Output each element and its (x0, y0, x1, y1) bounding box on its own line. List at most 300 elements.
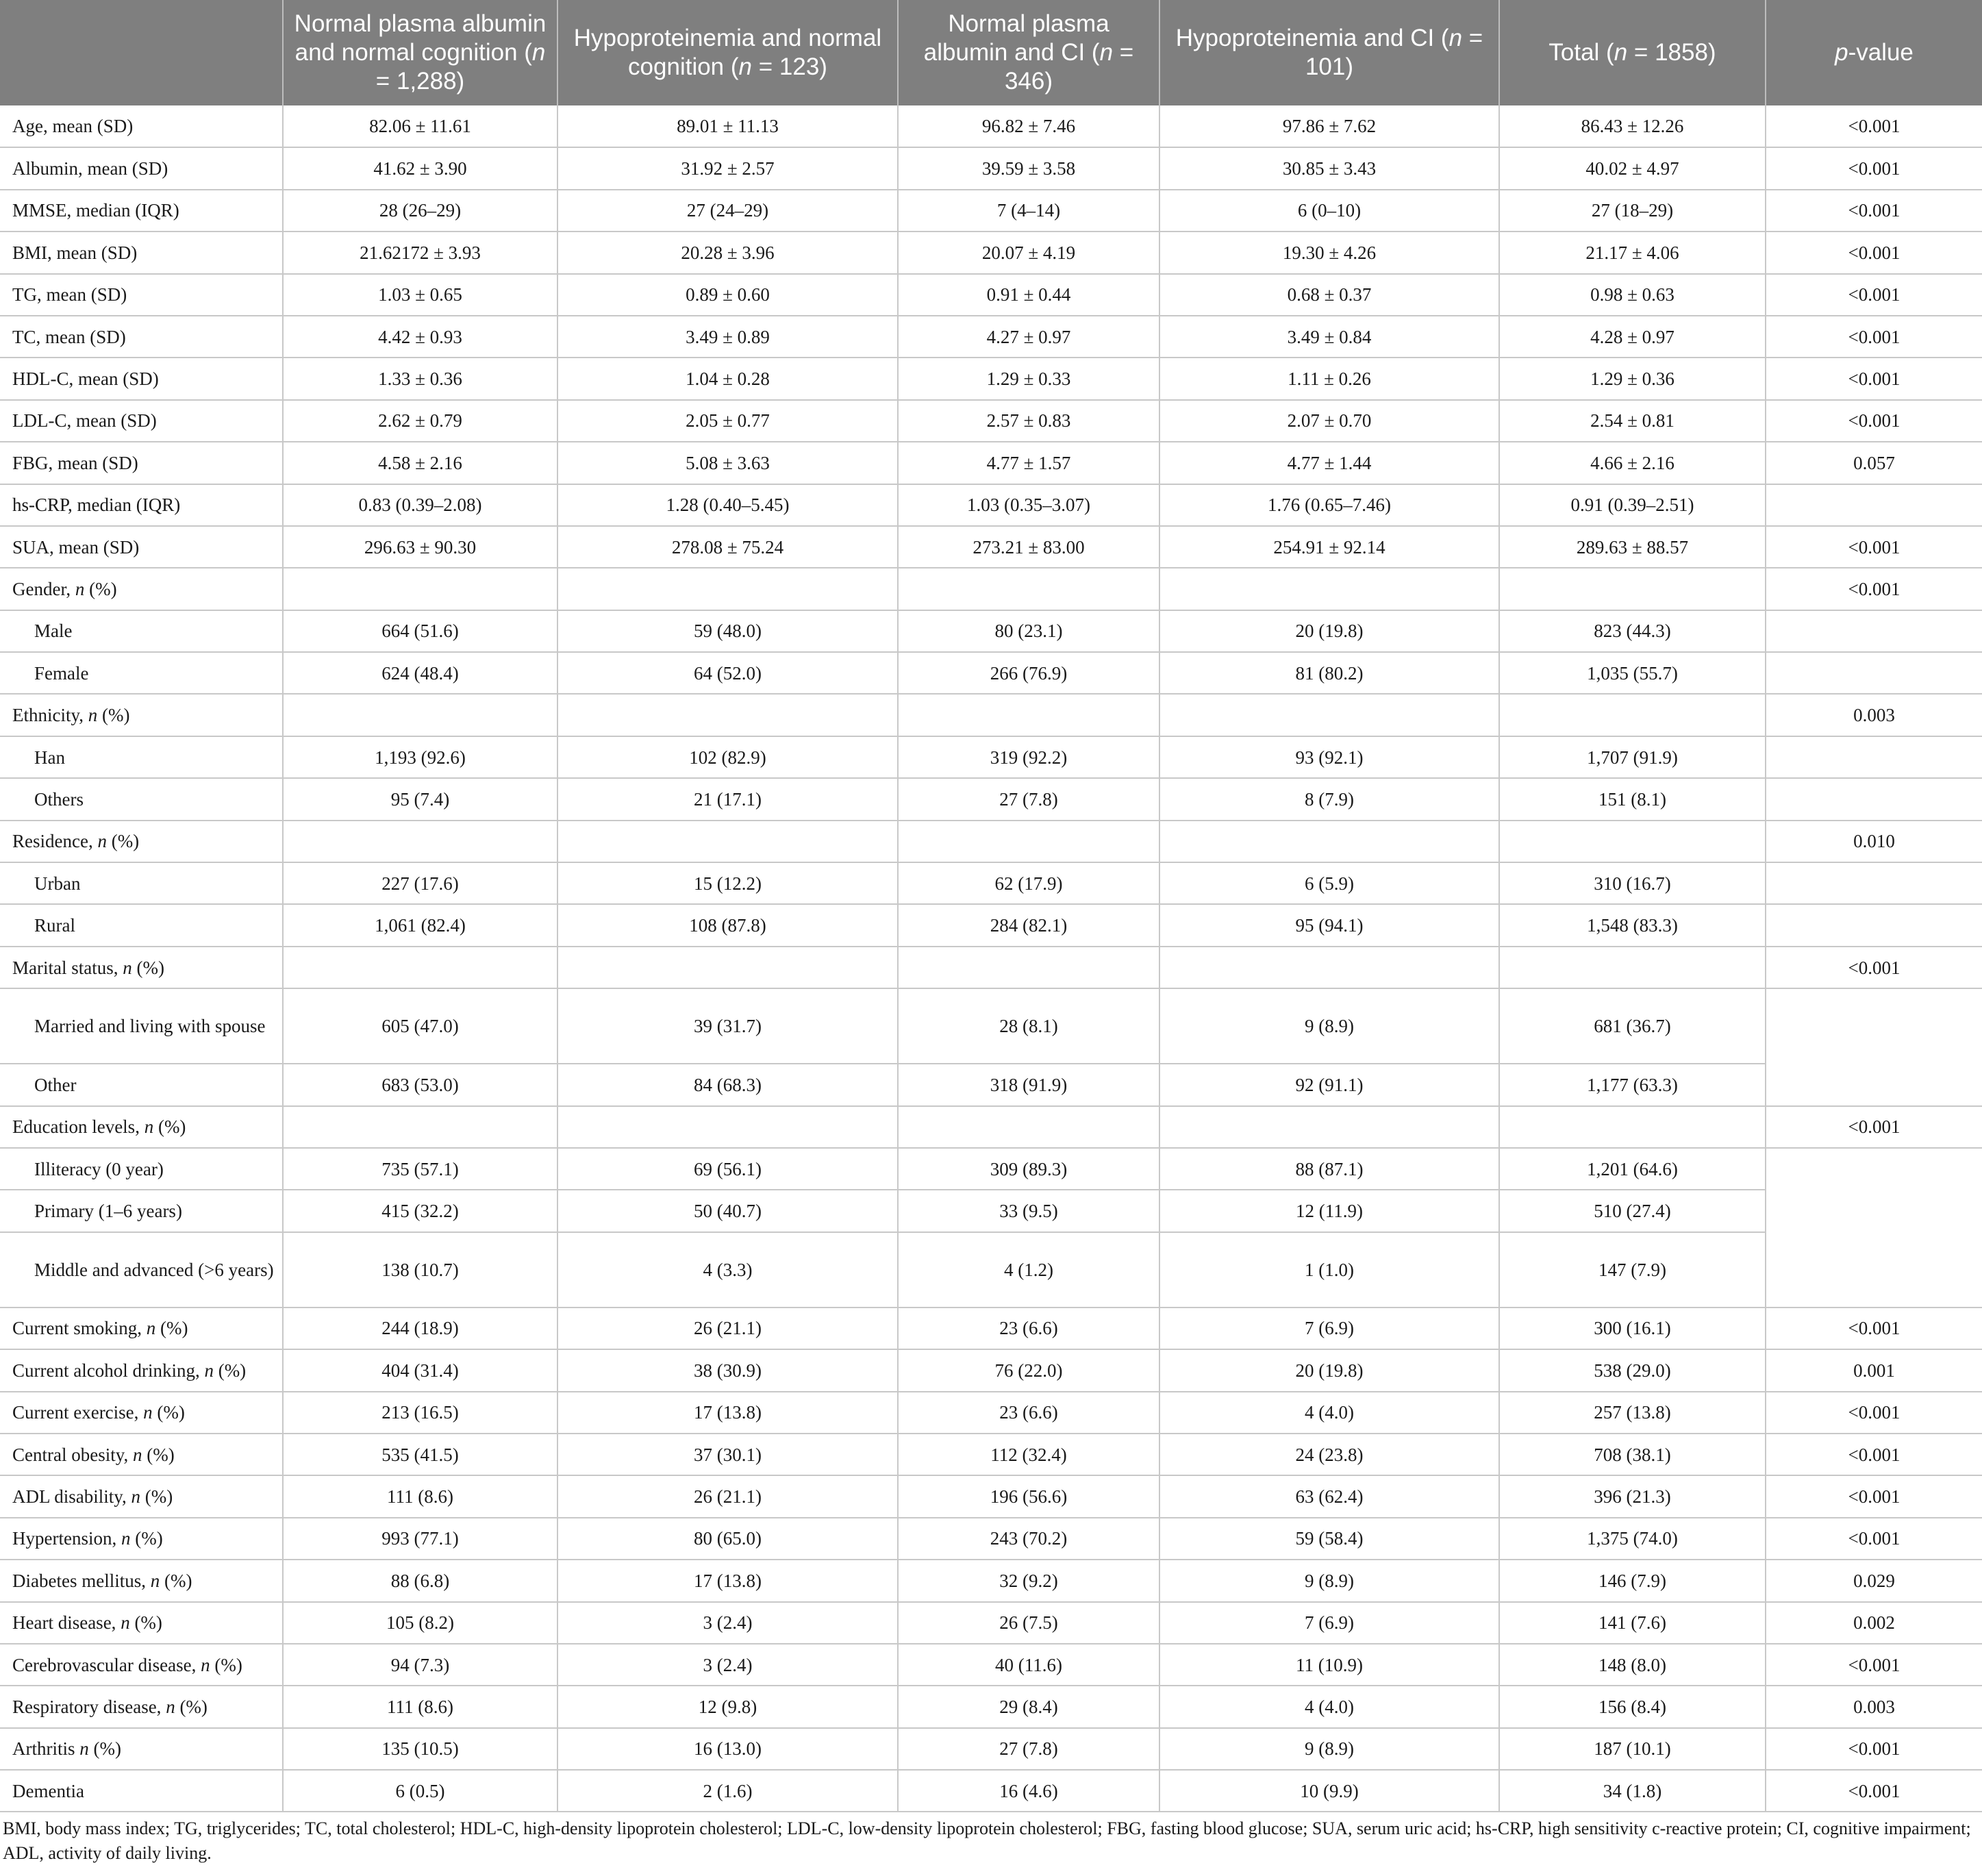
cell-normal-albumin-normal-cognition: 135 (10.5) (283, 1728, 557, 1770)
cell-hypoproteinemia-ci: 6 (0–10) (1159, 190, 1499, 232)
cell-p-value (1766, 778, 1982, 820)
table-row (0, 1644, 1982, 1686)
cell-hypoproteinemia-ci: 24 (23.8) (1159, 1434, 1499, 1475)
cell-normal-albumin-ci: 319 (92.2) (898, 736, 1159, 778)
cell-hypoproteinemia-normal-cognition: 50 (40.7) (557, 1190, 898, 1231)
cell-hypoproteinemia-normal-cognition: 27 (24–29) (557, 190, 898, 232)
row-label: Education levels, n (%) (0, 1106, 283, 1148)
cell-hypoproteinemia-ci: 93 (92.1) (1159, 736, 1499, 778)
cell-normal-albumin-normal-cognition (283, 947, 557, 988)
cell-hypoproteinemia-normal-cognition: 89.01 ± 11.13 (557, 105, 898, 147)
header-variable (0, 0, 283, 105)
cell-hypoproteinemia-normal-cognition: 84 (68.3) (557, 1064, 898, 1105)
row-sublabel: Rural (0, 904, 283, 946)
cell-normal-albumin-ci (898, 568, 1159, 610)
cell-hypoproteinemia-ci: 20 (19.8) (1159, 1349, 1499, 1391)
cell-hypoproteinemia-ci (1159, 947, 1499, 988)
cell-p-value: <0.001 (1766, 316, 1982, 358)
table-row (0, 400, 1982, 442)
cell-normal-albumin-normal-cognition: 735 (57.1) (283, 1148, 557, 1190)
cell-normal-albumin-normal-cognition (283, 821, 557, 862)
cell-normal-albumin-normal-cognition: 1,061 (82.4) (283, 904, 557, 946)
cell-p-value (1766, 610, 1982, 652)
cell-p-value: <0.001 (1766, 190, 1982, 232)
cell-hypoproteinemia-ci: 9 (8.9) (1159, 1560, 1499, 1601)
row-label: Heart disease, n (%) (0, 1602, 283, 1644)
table-row (0, 1064, 1982, 1105)
cell-normal-albumin-ci: 80 (23.1) (898, 610, 1159, 652)
table-row (0, 1392, 1982, 1434)
cell-normal-albumin-ci: 7 (4–14) (898, 190, 1159, 232)
table-row (0, 1560, 1982, 1601)
cell-p-value: <0.001 (1766, 526, 1982, 568)
cell-hypoproteinemia-normal-cognition: 0.89 ± 0.60 (557, 274, 898, 316)
cell-normal-albumin-ci: 32 (9.2) (898, 1560, 1159, 1601)
cell-total: 34 (1.8) (1499, 1770, 1766, 1812)
cell-total: 708 (38.1) (1499, 1434, 1766, 1475)
cell-hypoproteinemia-ci: 11 (10.9) (1159, 1644, 1499, 1686)
row-label: Hypertension, n (%) (0, 1518, 283, 1560)
cell-normal-albumin-ci: 28 (8.1) (898, 988, 1159, 1064)
table-row (0, 316, 1982, 358)
cell-p-value: <0.001 (1766, 1106, 1982, 1148)
cell-total: 21.17 ± 4.06 (1499, 232, 1766, 273)
cell-normal-albumin-normal-cognition: 2.62 ± 0.79 (283, 400, 557, 442)
cell-p-value: 0.003 (1766, 694, 1982, 736)
row-label: ADL disability, n (%) (0, 1475, 283, 1517)
cell-total: 0.91 (0.39–2.51) (1499, 484, 1766, 526)
row-label: Diabetes mellitus, n (%) (0, 1560, 283, 1601)
cell-total: 1,035 (55.7) (1499, 652, 1766, 694)
cell-normal-albumin-ci: 318 (91.9) (898, 1064, 1159, 1105)
cell-total (1499, 947, 1766, 988)
cell-total (1499, 694, 1766, 736)
cell-hypoproteinemia-ci: 95 (94.1) (1159, 904, 1499, 946)
table-row (0, 694, 1982, 736)
table-row (0, 105, 1982, 147)
cell-total: 823 (44.3) (1499, 610, 1766, 652)
cell-hypoproteinemia-ci: 30.85 ± 3.43 (1159, 147, 1499, 189)
cell-hypoproteinemia-ci: 9 (8.9) (1159, 988, 1499, 1064)
cell-p-value: 0.001 (1766, 1349, 1982, 1391)
header-normal-albumin-ci: Normal plasma albumin and CI (n = 346) (898, 0, 1159, 105)
row-label: Cerebrovascular disease, n (%) (0, 1644, 283, 1686)
cell-hypoproteinemia-ci: 1.11 ± 0.26 (1159, 358, 1499, 399)
cell-hypoproteinemia-normal-cognition: 5.08 ± 3.63 (557, 442, 898, 484)
cell-hypoproteinemia-normal-cognition: 21 (17.1) (557, 778, 898, 820)
cell-normal-albumin-normal-cognition: 21.62172 ± 3.93 (283, 232, 557, 273)
table-row (0, 862, 1982, 904)
cell-hypoproteinemia-normal-cognition: 38 (30.9) (557, 1349, 898, 1391)
cell-normal-albumin-ci: 62 (17.9) (898, 862, 1159, 904)
cell-hypoproteinemia-ci: 81 (80.2) (1159, 652, 1499, 694)
cell-total: 300 (16.1) (1499, 1308, 1766, 1349)
table-row (0, 190, 1982, 232)
header-total: Total (n = 1858) (1499, 0, 1766, 105)
cell-p-value: <0.001 (1766, 1475, 1982, 1517)
cell-hypoproteinemia-ci (1159, 1106, 1499, 1148)
cell-hypoproteinemia-ci: 7 (6.9) (1159, 1602, 1499, 1644)
table-row (0, 568, 1982, 610)
cell-normal-albumin-normal-cognition: 213 (16.5) (283, 1392, 557, 1434)
cell-normal-albumin-normal-cognition: 1.33 ± 0.36 (283, 358, 557, 399)
cell-hypoproteinemia-normal-cognition: 16 (13.0) (557, 1728, 898, 1770)
cell-normal-albumin-ci: 40 (11.6) (898, 1644, 1159, 1686)
cell-normal-albumin-normal-cognition: 1,193 (92.6) (283, 736, 557, 778)
cell-normal-albumin-normal-cognition: 4.42 ± 0.93 (283, 316, 557, 358)
cell-hypoproteinemia-ci: 9 (8.9) (1159, 1728, 1499, 1770)
cell-total (1499, 821, 1766, 862)
row-sublabel: Married and living with spouse (0, 988, 283, 1064)
cell-hypoproteinemia-ci: 63 (62.4) (1159, 1475, 1499, 1517)
cell-total: 1.29 ± 0.36 (1499, 358, 1766, 399)
table-row (0, 147, 1982, 189)
cell-normal-albumin-ci (898, 821, 1159, 862)
cell-p-value: <0.001 (1766, 1392, 1982, 1434)
cell-hypoproteinemia-ci: 1 (1.0) (1159, 1232, 1499, 1308)
cell-total: 151 (8.1) (1499, 778, 1766, 820)
cell-total (1499, 568, 1766, 610)
cell-total: 396 (21.3) (1499, 1475, 1766, 1517)
cell-normal-albumin-ci: 29 (8.4) (898, 1686, 1159, 1727)
row-sublabel: Illiteracy (0 year) (0, 1148, 283, 1190)
cell-total: 1,548 (83.3) (1499, 904, 1766, 946)
cell-hypoproteinemia-normal-cognition (557, 1106, 898, 1148)
cell-hypoproteinemia-normal-cognition: 26 (21.1) (557, 1308, 898, 1349)
cell-hypoproteinemia-ci: 2.07 ± 0.70 (1159, 400, 1499, 442)
cell-normal-albumin-normal-cognition: 605 (47.0) (283, 988, 557, 1064)
row-sublabel: Male (0, 610, 283, 652)
cell-normal-albumin-normal-cognition: 28 (26–29) (283, 190, 557, 232)
cell-hypoproteinemia-ci (1159, 821, 1499, 862)
cell-p-value (1766, 988, 1982, 1064)
cell-hypoproteinemia-normal-cognition: 37 (30.1) (557, 1434, 898, 1475)
cell-hypoproteinemia-ci: 4.77 ± 1.44 (1159, 442, 1499, 484)
cell-normal-albumin-normal-cognition (283, 568, 557, 610)
cell-normal-albumin-normal-cognition: 404 (31.4) (283, 1349, 557, 1391)
cell-p-value: <0.001 (1766, 947, 1982, 988)
cell-hypoproteinemia-ci: 59 (58.4) (1159, 1518, 1499, 1560)
table-row (0, 232, 1982, 273)
row-sublabel: Others (0, 778, 283, 820)
cell-p-value: <0.001 (1766, 1434, 1982, 1475)
cell-p-value: 0.002 (1766, 1602, 1982, 1644)
table-row (0, 1728, 1982, 1770)
cell-hypoproteinemia-ci: 1.76 (0.65–7.46) (1159, 484, 1499, 526)
row-label: SUA, mean (SD) (0, 526, 283, 568)
cell-normal-albumin-ci: 1.29 ± 0.33 (898, 358, 1159, 399)
cell-p-value: <0.001 (1766, 105, 1982, 147)
row-sublabel: Middle and advanced (>6 years) (0, 1232, 283, 1308)
cell-total: 4.28 ± 0.97 (1499, 316, 1766, 358)
cell-hypoproteinemia-normal-cognition: 80 (65.0) (557, 1518, 898, 1560)
cell-normal-albumin-ci: 273.21 ± 83.00 (898, 526, 1159, 568)
cell-total: 187 (10.1) (1499, 1728, 1766, 1770)
cell-p-value: 0.003 (1766, 1686, 1982, 1727)
cell-normal-albumin-normal-cognition: 296.63 ± 90.30 (283, 526, 557, 568)
row-sublabel: Han (0, 736, 283, 778)
cell-hypoproteinemia-normal-cognition: 20.28 ± 3.96 (557, 232, 898, 273)
table-row (0, 1602, 1982, 1644)
cell-hypoproteinemia-ci: 0.68 ± 0.37 (1159, 274, 1499, 316)
cell-hypoproteinemia-normal-cognition (557, 568, 898, 610)
header-normal-albumin-normal-cognition: Normal plasma albumin and normal cognition (n = 1,288) (283, 0, 557, 105)
cell-total: 146 (7.9) (1499, 1560, 1766, 1601)
cell-p-value: <0.001 (1766, 568, 1982, 610)
row-label: Dementia (0, 1770, 283, 1812)
table-row (0, 652, 1982, 694)
cell-normal-albumin-normal-cognition: 88 (6.8) (283, 1560, 557, 1601)
cell-p-value (1766, 736, 1982, 778)
row-label: MMSE, median (IQR) (0, 190, 283, 232)
row-label: Arthritis n (%) (0, 1728, 283, 1770)
cell-hypoproteinemia-ci: 4 (4.0) (1159, 1392, 1499, 1434)
cell-total: 0.98 ± 0.63 (1499, 274, 1766, 316)
row-sublabel: Female (0, 652, 283, 694)
row-label: hs-CRP, median (IQR) (0, 484, 283, 526)
row-label: Ethnicity, n (%) (0, 694, 283, 736)
cell-hypoproteinemia-normal-cognition (557, 947, 898, 988)
table-row (0, 1106, 1982, 1148)
cell-normal-albumin-ci: 20.07 ± 4.19 (898, 232, 1159, 273)
cell-hypoproteinemia-normal-cognition: 39 (31.7) (557, 988, 898, 1064)
cell-normal-albumin-normal-cognition: 6 (0.5) (283, 1770, 557, 1812)
cell-p-value: <0.001 (1766, 358, 1982, 399)
cell-normal-albumin-normal-cognition: 535 (41.5) (283, 1434, 557, 1475)
cell-normal-albumin-ci: 23 (6.6) (898, 1308, 1159, 1349)
table-row (0, 1434, 1982, 1475)
cell-p-value: 0.029 (1766, 1560, 1982, 1601)
cell-normal-albumin-ci: 4 (1.2) (898, 1232, 1159, 1308)
table-row (0, 778, 1982, 820)
cell-hypoproteinemia-normal-cognition: 3 (2.4) (557, 1644, 898, 1686)
cell-p-value (1766, 862, 1982, 904)
cell-hypoproteinemia-ci: 6 (5.9) (1159, 862, 1499, 904)
table-row (0, 442, 1982, 484)
row-label: LDL-C, mean (SD) (0, 400, 283, 442)
table-row (0, 1475, 1982, 1517)
cell-normal-albumin-normal-cognition: 0.83 (0.39–2.08) (283, 484, 557, 526)
cell-normal-albumin-normal-cognition: 415 (32.2) (283, 1190, 557, 1231)
cell-hypoproteinemia-normal-cognition: 2 (1.6) (557, 1770, 898, 1812)
row-label: Residence, n (%) (0, 821, 283, 862)
cell-normal-albumin-normal-cognition: 111 (8.6) (283, 1686, 557, 1727)
table-row (0, 358, 1982, 399)
cell-normal-albumin-ci: 23 (6.6) (898, 1392, 1159, 1434)
table-row (0, 274, 1982, 316)
cell-normal-albumin-normal-cognition: 683 (53.0) (283, 1064, 557, 1105)
table-row (0, 736, 1982, 778)
cell-normal-albumin-ci: 309 (89.3) (898, 1148, 1159, 1190)
cell-total: 40.02 ± 4.97 (1499, 147, 1766, 189)
cell-normal-albumin-ci: 27 (7.8) (898, 1728, 1159, 1770)
cell-total: 310 (16.7) (1499, 862, 1766, 904)
cell-normal-albumin-normal-cognition (283, 1106, 557, 1148)
cell-normal-albumin-ci: 4.27 ± 0.97 (898, 316, 1159, 358)
cell-p-value (1766, 1232, 1982, 1308)
row-label: Current exercise, n (%) (0, 1392, 283, 1434)
row-sublabel: Urban (0, 862, 283, 904)
cell-hypoproteinemia-normal-cognition: 12 (9.8) (557, 1686, 898, 1727)
cell-p-value (1766, 652, 1982, 694)
cell-hypoproteinemia-normal-cognition: 17 (13.8) (557, 1560, 898, 1601)
cell-total: 1,201 (64.6) (1499, 1148, 1766, 1190)
cell-total: 148 (8.0) (1499, 1644, 1766, 1686)
cell-normal-albumin-normal-cognition: 1.03 ± 0.65 (283, 274, 557, 316)
cell-hypoproteinemia-normal-cognition: 4 (3.3) (557, 1232, 898, 1308)
cell-normal-albumin-ci: 76 (22.0) (898, 1349, 1159, 1391)
cell-normal-albumin-normal-cognition: 105 (8.2) (283, 1602, 557, 1644)
cell-p-value: <0.001 (1766, 1728, 1982, 1770)
table-row (0, 904, 1982, 946)
cell-hypoproteinemia-ci: 19.30 ± 4.26 (1159, 232, 1499, 273)
row-label: FBG, mean (SD) (0, 442, 283, 484)
cell-p-value (1766, 1064, 1982, 1105)
table-row (0, 1770, 1982, 1812)
cell-total: 27 (18–29) (1499, 190, 1766, 232)
header-hypoproteinemia-normal-cognition: Hypoproteinemia and normal cognition (n = 123) (557, 0, 898, 105)
cell-hypoproteinemia-normal-cognition: 3 (2.4) (557, 1602, 898, 1644)
cell-hypoproteinemia-ci: 20 (19.8) (1159, 610, 1499, 652)
cell-p-value (1766, 1148, 1982, 1190)
row-label: Marital status, n (%) (0, 947, 283, 988)
row-label: Age, mean (SD) (0, 105, 283, 147)
cell-hypoproteinemia-normal-cognition: 31.92 ± 2.57 (557, 147, 898, 189)
cell-normal-albumin-ci: 112 (32.4) (898, 1434, 1159, 1475)
row-label: Central obesity, n (%) (0, 1434, 283, 1475)
cell-normal-albumin-normal-cognition: 41.62 ± 3.90 (283, 147, 557, 189)
cell-total: 1,707 (91.9) (1499, 736, 1766, 778)
cell-hypoproteinemia-ci: 88 (87.1) (1159, 1148, 1499, 1190)
table-row (0, 1686, 1982, 1727)
cell-normal-albumin-ci: 284 (82.1) (898, 904, 1159, 946)
table-row (0, 526, 1982, 568)
table-body (0, 105, 1982, 1812)
row-label: Respiratory disease, n (%) (0, 1686, 283, 1727)
cell-p-value: <0.001 (1766, 1308, 1982, 1349)
cell-p-value: <0.001 (1766, 1644, 1982, 1686)
table-row (0, 988, 1982, 1064)
table-row (0, 1148, 1982, 1190)
cell-hypoproteinemia-normal-cognition: 64 (52.0) (557, 652, 898, 694)
cell-hypoproteinemia-ci: 3.49 ± 0.84 (1159, 316, 1499, 358)
table-row (0, 821, 1982, 862)
cell-total: 1,375 (74.0) (1499, 1518, 1766, 1560)
row-sublabel: Other (0, 1064, 283, 1105)
cell-normal-albumin-ci: 96.82 ± 7.46 (898, 105, 1159, 147)
cell-normal-albumin-normal-cognition: 138 (10.7) (283, 1232, 557, 1308)
cell-hypoproteinemia-ci: 97.86 ± 7.62 (1159, 105, 1499, 147)
cell-total: 86.43 ± 12.26 (1499, 105, 1766, 147)
cell-p-value (1766, 1190, 1982, 1231)
cell-normal-albumin-ci: 16 (4.6) (898, 1770, 1159, 1812)
row-label: HDL-C, mean (SD) (0, 358, 283, 399)
table-row (0, 484, 1982, 526)
cell-hypoproteinemia-normal-cognition: 26 (21.1) (557, 1475, 898, 1517)
cell-normal-albumin-ci: 27 (7.8) (898, 778, 1159, 820)
cell-hypoproteinemia-normal-cognition: 17 (13.8) (557, 1392, 898, 1434)
cell-p-value: 0.057 (1766, 442, 1982, 484)
cell-p-value: 0.010 (1766, 821, 1982, 862)
cell-hypoproteinemia-ci: 8 (7.9) (1159, 778, 1499, 820)
cell-total: 257 (13.8) (1499, 1392, 1766, 1434)
cell-hypoproteinemia-ci (1159, 568, 1499, 610)
table-row (0, 610, 1982, 652)
cell-normal-albumin-normal-cognition: 244 (18.9) (283, 1308, 557, 1349)
cell-hypoproteinemia-ci: 10 (9.9) (1159, 1770, 1499, 1812)
cell-p-value (1766, 484, 1982, 526)
cell-normal-albumin-normal-cognition: 227 (17.6) (283, 862, 557, 904)
cell-total: 4.66 ± 2.16 (1499, 442, 1766, 484)
table-row (0, 947, 1982, 988)
cell-hypoproteinemia-normal-cognition: 278.08 ± 75.24 (557, 526, 898, 568)
cell-hypoproteinemia-normal-cognition: 15 (12.2) (557, 862, 898, 904)
cell-p-value: <0.001 (1766, 232, 1982, 273)
cell-normal-albumin-ci: 196 (56.6) (898, 1475, 1159, 1517)
cell-normal-albumin-ci: 1.03 (0.35–3.07) (898, 484, 1159, 526)
cell-normal-albumin-ci: 0.91 ± 0.44 (898, 274, 1159, 316)
cell-normal-albumin-ci: 4.77 ± 1.57 (898, 442, 1159, 484)
row-label: BMI, mean (SD) (0, 232, 283, 273)
cell-total (1499, 1106, 1766, 1148)
cell-total: 510 (27.4) (1499, 1190, 1766, 1231)
cell-total: 538 (29.0) (1499, 1349, 1766, 1391)
cell-normal-albumin-normal-cognition: 111 (8.6) (283, 1475, 557, 1517)
header-row (0, 0, 1982, 105)
row-label: TC, mean (SD) (0, 316, 283, 358)
cell-hypoproteinemia-ci: 7 (6.9) (1159, 1308, 1499, 1349)
cell-normal-albumin-normal-cognition: 82.06 ± 11.61 (283, 105, 557, 147)
cell-normal-albumin-ci: 2.57 ± 0.83 (898, 400, 1159, 442)
cell-p-value: <0.001 (1766, 1518, 1982, 1560)
table-row (0, 1190, 1982, 1231)
cell-hypoproteinemia-normal-cognition: 69 (56.1) (557, 1148, 898, 1190)
cell-normal-albumin-normal-cognition: 94 (7.3) (283, 1644, 557, 1686)
cell-normal-albumin-ci: 26 (7.5) (898, 1602, 1159, 1644)
row-label: Current smoking, n (%) (0, 1308, 283, 1349)
row-label: Albumin, mean (SD) (0, 147, 283, 189)
cell-total: 156 (8.4) (1499, 1686, 1766, 1727)
row-sublabel: Primary (1–6 years) (0, 1190, 283, 1231)
table-row (0, 1232, 1982, 1308)
cell-hypoproteinemia-normal-cognition: 1.28 (0.40–5.45) (557, 484, 898, 526)
row-label: Gender, n (%) (0, 568, 283, 610)
table-footnote: BMI, body mass index; TG, triglycerides; TC, total cholesterol; HDL-C, high-density lipoprotein cholesterol; LDL-C, low-density lipoprotein cholesterol; FBG, fasting blood glucose; SUA, serum uric acid; hs-CRP, high sensitivity c-reactive protein; CI, cognitive impairment; ADL, activity of daily living. (3, 1818, 1971, 1864)
cell-hypoproteinemia-ci: 4 (4.0) (1159, 1686, 1499, 1727)
cell-normal-albumin-ci (898, 694, 1159, 736)
table-row (0, 1308, 1982, 1349)
table-header (0, 0, 1982, 105)
cell-hypoproteinemia-normal-cognition: 59 (48.0) (557, 610, 898, 652)
cell-normal-albumin-normal-cognition: 664 (51.6) (283, 610, 557, 652)
cell-total: 141 (7.6) (1499, 1602, 1766, 1644)
table-row (0, 1518, 1982, 1560)
cell-total: 681 (36.7) (1499, 988, 1766, 1064)
cell-hypoproteinemia-ci: 254.91 ± 92.14 (1159, 526, 1499, 568)
cell-normal-albumin-ci: 266 (76.9) (898, 652, 1159, 694)
cell-p-value (1766, 904, 1982, 946)
cell-hypoproteinemia-ci: 12 (11.9) (1159, 1190, 1499, 1231)
cell-total: 289.63 ± 88.57 (1499, 526, 1766, 568)
cell-hypoproteinemia-normal-cognition: 2.05 ± 0.77 (557, 400, 898, 442)
cell-normal-albumin-normal-cognition: 993 (77.1) (283, 1518, 557, 1560)
cell-normal-albumin-normal-cognition: 4.58 ± 2.16 (283, 442, 557, 484)
cell-normal-albumin-ci: 33 (9.5) (898, 1190, 1159, 1231)
cell-hypoproteinemia-normal-cognition: 1.04 ± 0.28 (557, 358, 898, 399)
cell-normal-albumin-ci: 243 (70.2) (898, 1518, 1159, 1560)
cell-p-value: <0.001 (1766, 400, 1982, 442)
cell-hypoproteinemia-normal-cognition (557, 694, 898, 736)
